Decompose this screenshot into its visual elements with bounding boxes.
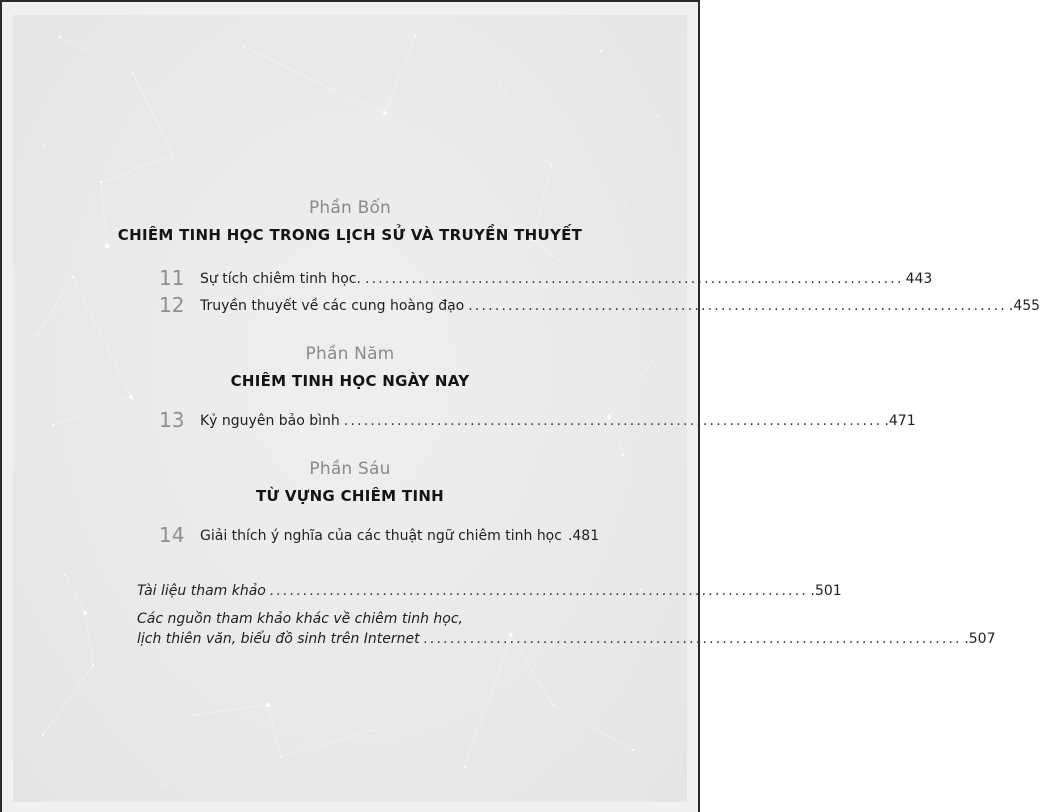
chapter-title: Sự tích chiêm tinh học. bbox=[200, 271, 361, 287]
part-four-title: CHIÊM TINH HỌC TRONG LỊCH SỬ VÀ TRUYỀN THUYẾT bbox=[117, 226, 583, 244]
toc-entry-11[interactable] bbox=[159, 266, 933, 293]
entry-title-line-1: Các nguồn tham khảo khác về chiêm tinh học, bbox=[137, 611, 464, 627]
chapter-number: 14 bbox=[159, 523, 185, 547]
chapter-title: Truyền thuyết về các cung hoàng đạo bbox=[200, 298, 465, 314]
toc-entry-14[interactable] bbox=[159, 523, 600, 550]
table-of-contents bbox=[13, 15, 1040, 802]
part-six-title: TỪ VỰNG CHIÊM TINH bbox=[255, 487, 445, 505]
toc-entry-other-sources[interactable] bbox=[137, 611, 996, 647]
chapter-title: Giải thích ý nghĩa của các thuật ngữ chiêm tinh học bbox=[200, 528, 562, 544]
page-number: .507 bbox=[964, 631, 996, 647]
dot-leader: ................................................................................. bbox=[468, 298, 1007, 314]
entry-title-line-2: lịch thiên văn, biểu đồ sinh trên Internet bbox=[137, 631, 420, 647]
toc-entry-references[interactable] bbox=[137, 583, 842, 599]
part-five-title: CHIÊM TINH HỌC NGÀY NAY bbox=[230, 372, 470, 390]
chapter-number: 13 bbox=[159, 408, 185, 432]
dot-leader: ................................................................................. bbox=[343, 413, 883, 429]
dot-leader: ................................................................................. bbox=[269, 583, 809, 599]
toc-entry-12[interactable] bbox=[159, 293, 1040, 320]
part-six-label: Phần Sáu bbox=[309, 459, 391, 479]
page-number: .501 bbox=[810, 583, 842, 599]
toc-page bbox=[13, 15, 1040, 802]
page-number: 443 bbox=[905, 271, 933, 287]
entry-title: Tài liệu tham khảo bbox=[137, 583, 266, 599]
chapter-number: 12 bbox=[159, 293, 185, 317]
page-number: .455 bbox=[1008, 298, 1040, 314]
page-number: .481 bbox=[567, 528, 600, 544]
page-number: .471 bbox=[884, 413, 916, 429]
toc-entry-13[interactable] bbox=[159, 408, 916, 435]
dot-leader: ................................................................................. bbox=[423, 631, 963, 647]
part-five-label: Phần Năm bbox=[305, 344, 395, 364]
chapter-number: 11 bbox=[159, 266, 185, 290]
dot-leader: ................................................................................. bbox=[364, 271, 904, 287]
chapter-title: Kỷ nguyên bảo bình bbox=[200, 413, 340, 429]
part-four-label: Phần Bốn bbox=[308, 198, 392, 218]
